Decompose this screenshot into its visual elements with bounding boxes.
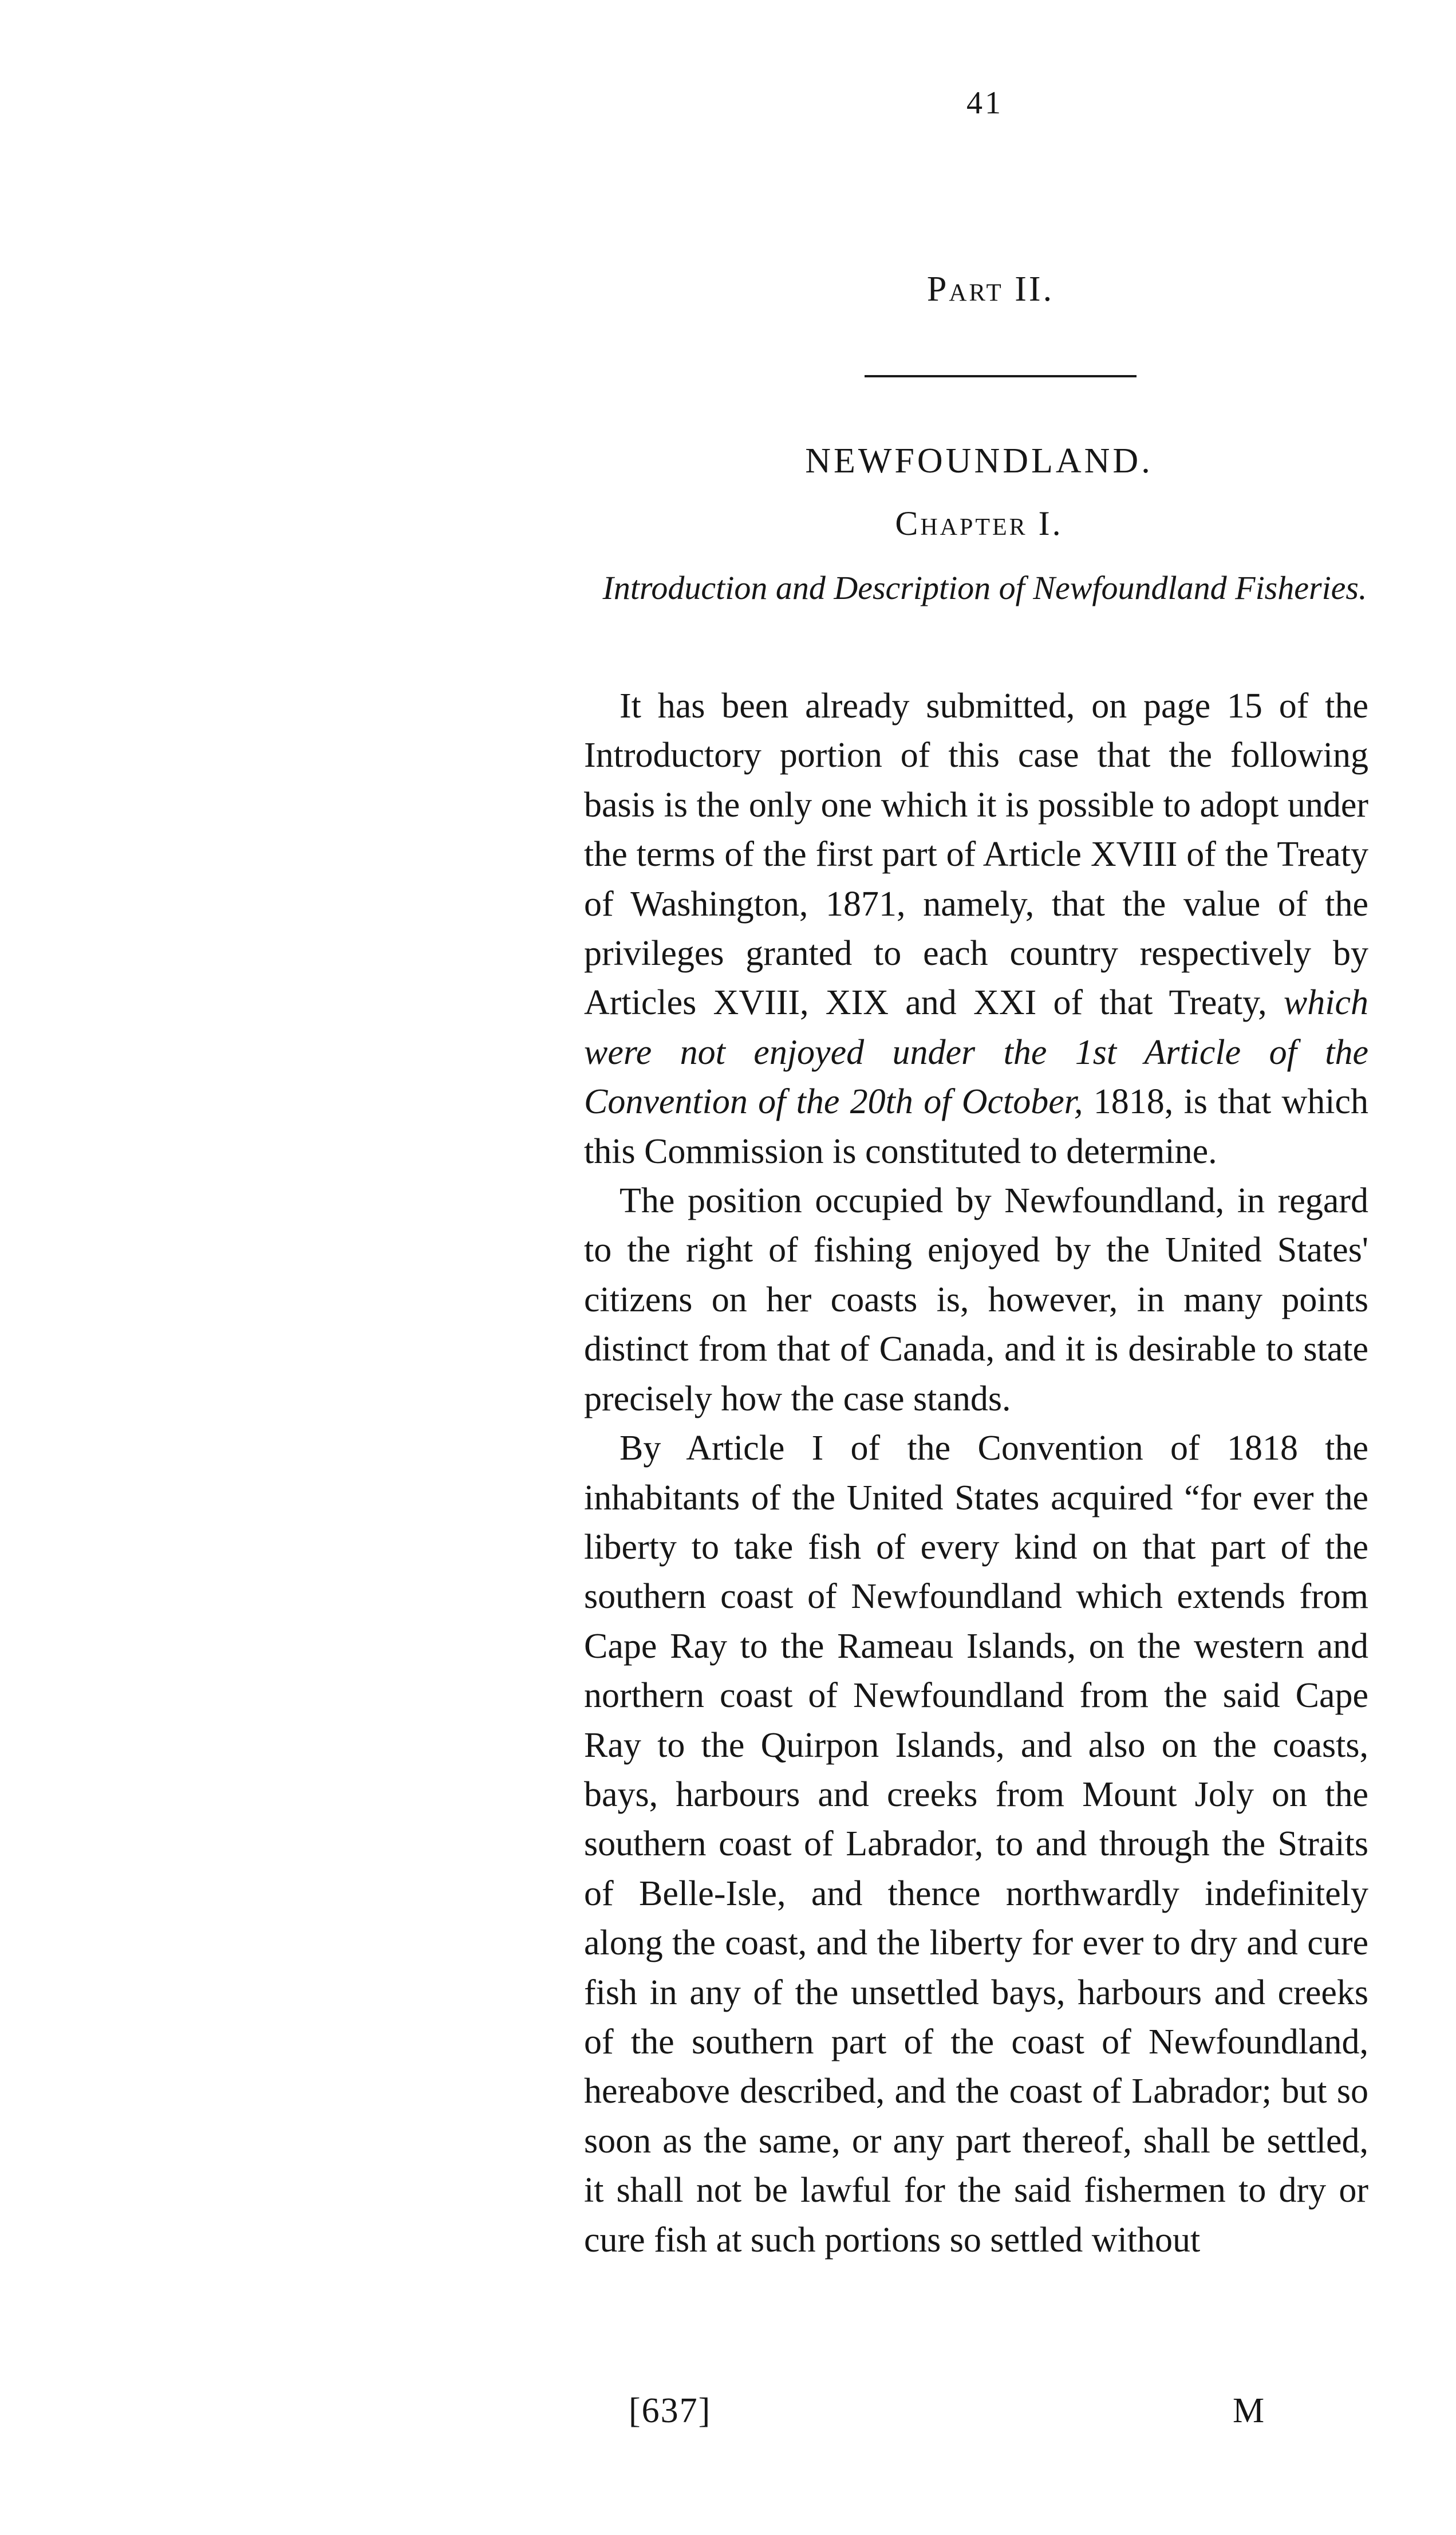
page-number: 41 bbox=[966, 85, 1003, 121]
paragraph-1-italic: which were not enjoyed under the 1st Article of the Convention of the 20th of October, bbox=[584, 983, 1368, 1122]
sheet-mark: M bbox=[1233, 2391, 1265, 2430]
paragraph-2: The position occupied by Newfoundland, in regard to the right of fishing enjoyed by the United States' citizens on her coasts is, however, in many points distinct from that of Canada, and it is desirable to state precisely how the case stands. bbox=[584, 1181, 1368, 1418]
paragraph-1-text: It has been already submitted, on page 15 of the Introductory portion of this case that the following basis is the only one which it is possible to adopt under the terms of the first part of Article XVIII of the Treaty of Washington, 1871, namely, that the value of the privileges granted to each country respectively by Articles XVIII, XIX and XXI of that Treaty, bbox=[584, 687, 1368, 1023]
page-footer bbox=[0, 2391, 1456, 2448]
body-text bbox=[584, 681, 1368, 2265]
chapter-subtitle: Introduction and Description of Newfoundland Fisheries. bbox=[602, 569, 1367, 606]
heading-divider bbox=[865, 375, 1137, 377]
paragraph-1-end: 1818, is that which this Commission is constituted to determine. bbox=[584, 1082, 1368, 1171]
section-title: NEWFOUNDLAND. bbox=[805, 441, 1153, 480]
print-signature: [637] bbox=[629, 2391, 712, 2430]
paragraph-3: By Article I of the Convention of 1818 the inhabitants of the United States acquired “for ever the liberty to take fish of every kind on that part of the southern coast of Newfoundland which extends from Cape Ray to the Rameau Islands, on the western and northern coast of Newfoundland from the said Cape Ray to the Quirpon Islands, and also on the coasts, bays, harbours and creeks from Mount Joly on the southern coast of Labrador, to and through the Straits of Belle-Isle, and thence northwardly indefinitely along the coast, and the liberty for ever to dry and cure fish in any of the unsettled bays, harbours and creeks of the southern part of the coast of Newfoundland, hereabove described, and the coast of Labrador; but so soon as the same, or any part thereof, shall be settled, it shall not be lawful for the said fishermen to dry or cure fish at such portions so settled without bbox=[584, 1429, 1368, 2260]
paragraph-1 bbox=[584, 681, 1368, 1176]
chapter-heading: Chapter I. bbox=[895, 504, 1063, 542]
part-heading: Part II. bbox=[926, 270, 1055, 309]
